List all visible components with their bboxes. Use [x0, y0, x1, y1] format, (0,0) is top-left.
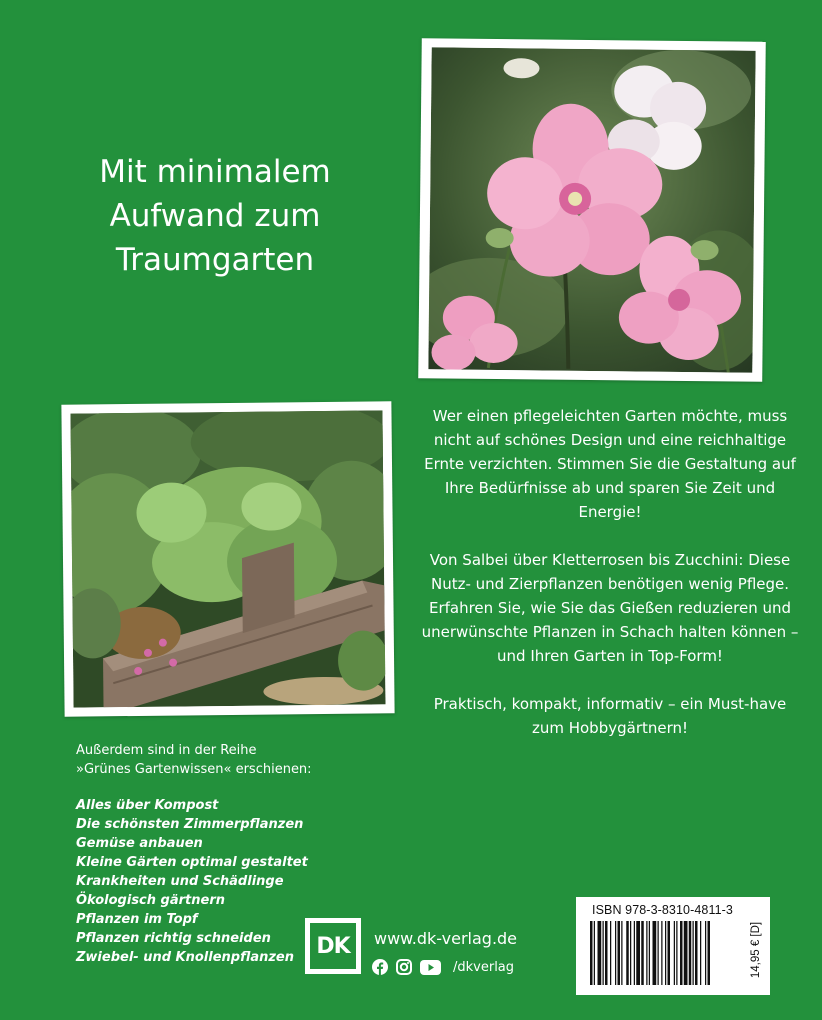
publisher-website[interactable]: www.dk-verlag.de: [374, 929, 518, 948]
series-intro: [76, 741, 376, 779]
social-handle[interactable]: /dkverlag: [453, 959, 515, 975]
series-title: Die schönsten Zimmerpflanzen: [76, 817, 304, 832]
instagram-icon[interactable]: [396, 959, 412, 975]
series-title: Gemüse anbauen: [76, 836, 203, 851]
raised-bed-photo: [61, 401, 394, 716]
series-intro-line: Außerdem sind in der Reihe: [76, 743, 257, 758]
blurb-paragraph: Von Salbei über Kletterrosen bis Zucchini: Diese Nutz- und Zierpflanzen benötigen wenig Pflege. Erfahren Sie, wie Sie das Gießen reduzieren und unerwünschte Pflanzen in Schach halten können – und Ihren Garten in Top-Form!: [421, 551, 799, 665]
blurb-paragraph: Wer einen pflegeleichten Garten möchte, muss nicht auf schönes Design und eine reichhaltige Ernte verzichten. Stimmen Sie die Gestaltung auf Ihre Bedürfnisse ab und sparen Sie Zeit und Energie!: [424, 407, 796, 521]
series-intro-line: »Grünes Gartenwissen« erschienen:: [76, 762, 312, 777]
blurb-paragraph: Praktisch, kompakt, informativ – ein Must-have zum Hobbygärtnern!: [433, 695, 787, 737]
series-title: Kleine Gärten optimal gestaltet: [76, 855, 308, 870]
series-title: Pflanzen richtig schneiden: [76, 931, 271, 946]
dk-logo-text: DK: [310, 923, 356, 969]
series-title: Zwiebel- und Knollenpflanzen: [76, 950, 294, 965]
headline-line: Mit minimalem: [99, 154, 331, 190]
price-tag: [747, 921, 765, 985]
barcode: [590, 921, 744, 985]
isbn: ISBN 978-3-8310-4811-3: [592, 903, 733, 917]
dk-logo: [305, 918, 361, 974]
blurb: [418, 404, 802, 764]
series-title: Krankheiten und Schädlinge: [76, 874, 284, 889]
price: 14,95 € [D]: [750, 921, 762, 979]
flower-photo: [418, 38, 766, 382]
headline: [60, 150, 370, 282]
headline-line: Aufwand zum: [109, 198, 321, 234]
series-title: Pflanzen im Topf: [76, 912, 198, 927]
raised-bed-image: [70, 410, 385, 707]
social-links: [372, 957, 514, 977]
mallow-flowers-image: [428, 47, 755, 372]
youtube-icon[interactable]: [420, 960, 441, 975]
headline-line: Traumgarten: [115, 242, 315, 278]
facebook-icon[interactable]: [372, 959, 388, 975]
barcode-box: [576, 897, 770, 995]
series-title: Ökologisch gärtnern: [76, 893, 225, 908]
series-title: Alles über Kompost: [76, 798, 219, 813]
